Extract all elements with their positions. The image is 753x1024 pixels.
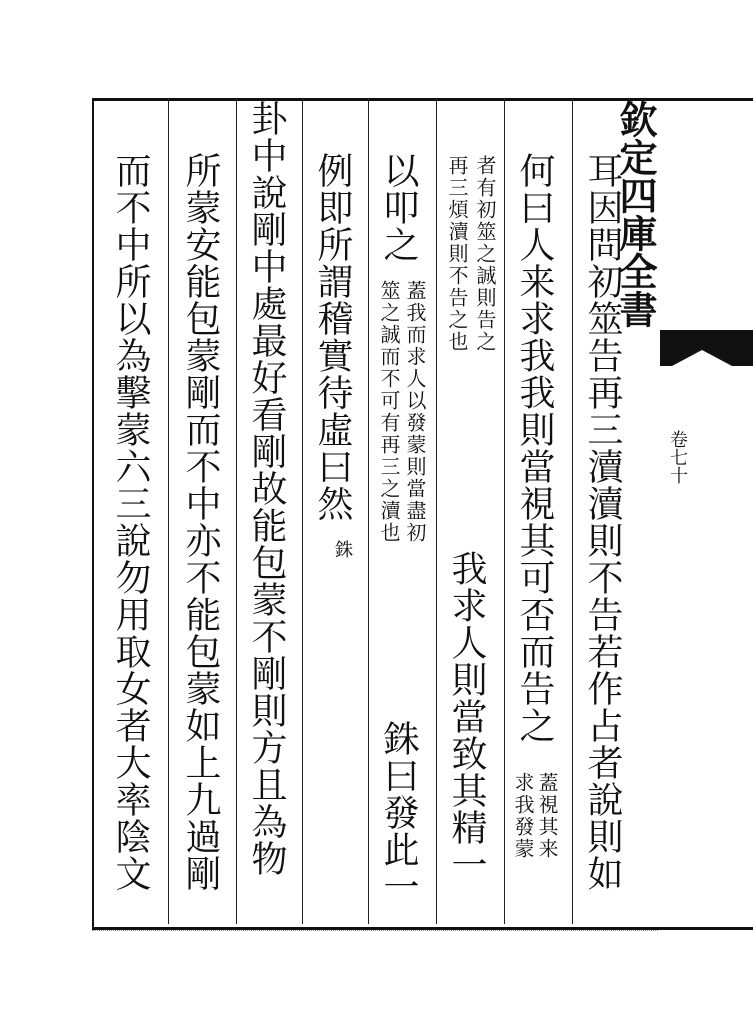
annotation-2b: 求我發蒙 (511, 772, 535, 860)
annotation-5: 銖 (332, 540, 353, 558)
book-title: 欽定四庫全書 (613, 100, 658, 328)
column-rule (572, 98, 573, 924)
column-rule (168, 98, 169, 924)
text-column-1: 耳因問初筮告再三瀆瀆則不告若作占者說則如 (582, 152, 623, 892)
text-column-5: 例即所謂稽實待虛曰然 (312, 152, 353, 522)
text-column-4a: 以叩之 (378, 152, 419, 263)
annotation-4a: 蓋我而求人以發蒙則當盡初 (403, 280, 427, 544)
volume-label: 卷七十 (667, 430, 688, 484)
column-rule (504, 98, 505, 924)
column-rule (302, 98, 303, 924)
column-rule (368, 98, 369, 924)
fishtail-notch (672, 350, 732, 366)
annotation-4b: 筮之誠而不可有再三之瀆也 (377, 280, 401, 544)
annotation-2a: 蓋視其来 (535, 772, 559, 860)
annotation-3b: 再三煩瀆則不告之也 (445, 155, 469, 353)
text-column-2: 何曰人来求我我則當視其可否而告之 (514, 152, 555, 744)
text-column-3: 我求人則當致其精一 (446, 550, 487, 883)
text-column-6: 卦中說剛中處最好看剛故能包蒙不剛則方且為物 (246, 100, 287, 877)
page-margin (660, 98, 753, 930)
annotation-3a: 者有初筮之誠則告之 (473, 155, 497, 353)
text-column-8: 而不中所以為擊蒙六三說勿用取女者大率陰文 (110, 152, 151, 892)
column-rule (436, 98, 437, 924)
text-column-4b: 銖曰發此一 (378, 720, 419, 905)
bottom-edge (92, 930, 658, 931)
page-frame (92, 98, 660, 930)
column-rule (236, 98, 237, 924)
text-column-7: 所蒙安能包蒙剛而不中亦不能包蒙如上九過剛 (180, 152, 221, 892)
